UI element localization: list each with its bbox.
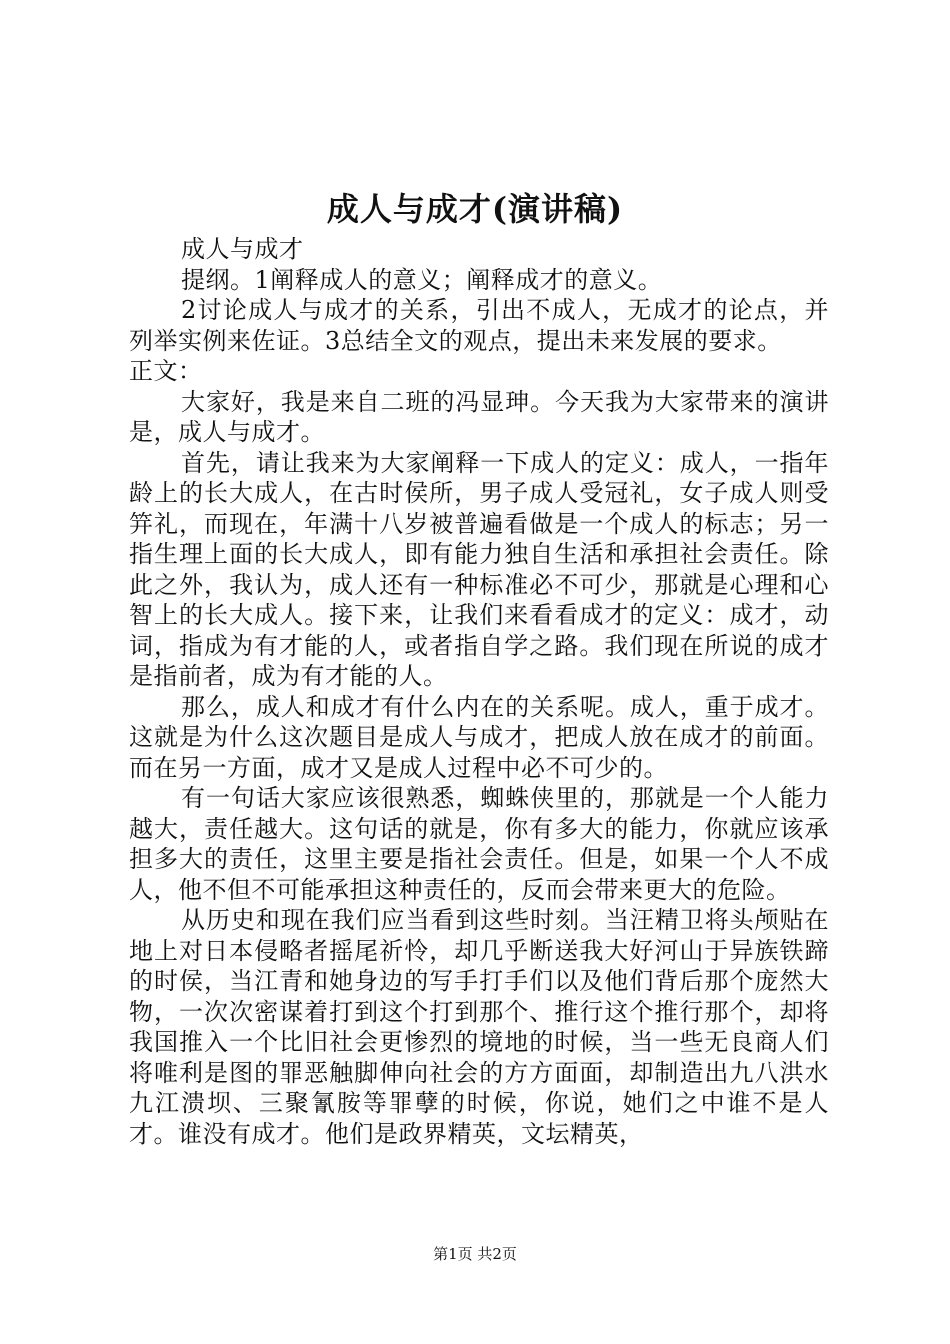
paragraph: 从历史和现在我们应当看到这些时刻。当汪精卫将头颅贴在地上对日本侵略者摇尾祈怜，却几乎断送我大好河山于异族铁蹄的时侯，当江青和她身边的写手打手们以及他们背后那个庞然大物，一次次密谋着打到这个打到那个、推行这个推行那个，却将我国推入一个比旧社会更惨烈的境地的时候，当一些无良商人们将唯利是图的罪恶触脚伸向社会的方方面面，却制造出九八洪水九江溃坝、三聚氰胺等罪孽的时候，你说，她们之中谁不是人才。谁没有成才。他们是政界精英，文坛精英， [129, 906, 829, 1148]
document-title: 成人与成才(演讲稿) [326, 190, 624, 228]
page-footer: 第1页 共2页 [433, 1245, 517, 1263]
paragraph: 大家好，我是来自二班的冯显珅。今天我为大家带来的演讲是，成人与成才。 [129, 387, 829, 446]
paragraph: 有一句话大家应该很熟悉，蜘蛛侠里的，那就是一个人能力越大，责任越大。这句话的就是，你有多大的能力，你就应该承担多大的责任，这里主要是指社会责任。但是，如果一个人不成人，他不但不可能承担这种责任的，反而会带来更大的危险。 [129, 784, 829, 904]
paragraph: 那么，成人和成才有什么内在的关系呢。成人，重于成才。这就是为什么这次题目是成人与成才，把成人放在成才的前面。而在另一方面，成才又是成人过程中必不可少的。 [129, 692, 829, 782]
paragraph: 正文： [129, 357, 203, 385]
document-body [129, 234, 829, 1149]
paragraph: 2讨论成人与成才的关系，引出不成人，无成才的论点，并列举实例来佐证。3总结全文的观点，提出未来发展的要求。 [129, 296, 829, 355]
paragraph: 成人与成才 [181, 235, 304, 263]
paragraph: 提纲。1阐释成人的意义；阐释成才的意义。 [181, 265, 663, 294]
paragraph: 首先，请让我来为大家阐释一下成人的定义：成人，一指年龄上的长大成人，在古时侯所，男子成人受冠礼，女子成人则受笄礼，而现在，年满十八岁被普遍看做是一个成人的标志；另一指生理上面的长大成人，即有能力独自生活和承担社会责任。除此之外，我认为，成人还有一种标准必不可少，那就是心理和心智上的长大成人。接下来，让我们来看看成才的定义：成才，动词，指成为有才能的人，或者指自学之路。我们现在所说的成才是指前者，成为有才能的人。 [129, 448, 829, 690]
